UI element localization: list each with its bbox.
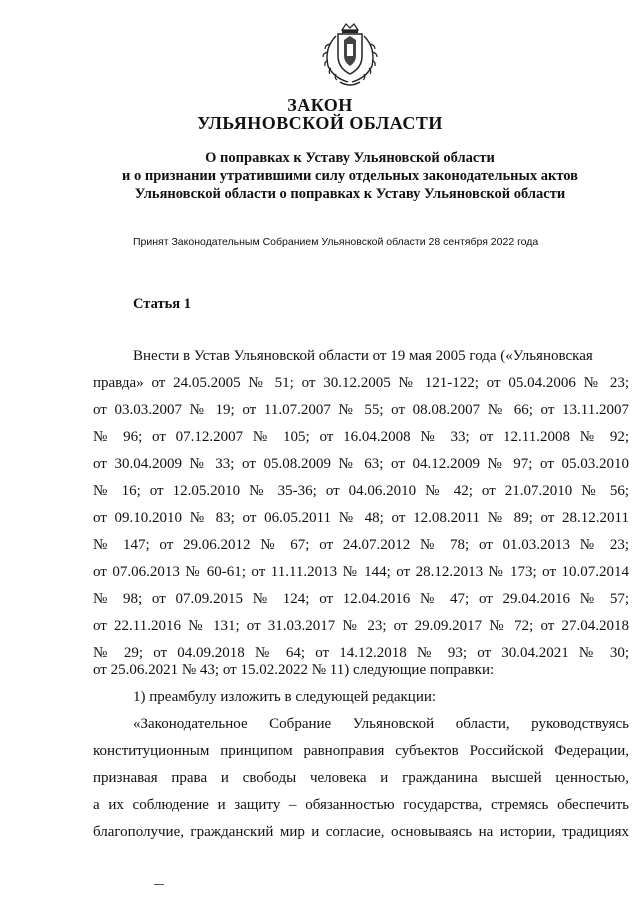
- adoption-note: Принят Законодательным Собранием Ульяновской области 28 сентября 2022 года: [133, 236, 539, 248]
- body-line-5: от 30.04.2009 № 33; от 05.08.2009 № 63; от 04.12.2009 № 97; от 05.03.2010: [93, 456, 629, 472]
- body-line-6: № 16; от 12.05.2010 № 35-36; от 04.06.2010 № 42; от 21.07.2010 № 56;: [93, 483, 629, 499]
- article-heading: Статья 1: [133, 296, 191, 312]
- body-line-2: правда» от 24.05.2005 № 51; от 30.12.2005 № 121-122; от 05.04.2006 № 23;: [93, 375, 629, 391]
- law-title-line-3: Ульяновской области о поправках к Уставу Ульяновской области: [134, 186, 566, 202]
- body-line-8: № 147; от 29.06.2012 № 67; от 24.07.2012 № 78; от 01.03.2013 № 23;: [93, 537, 629, 553]
- body-line-3: от 03.03.2007 № 19; от 11.07.2007 № 55; от 08.08.2007 № 66; от 13.11.2007: [93, 402, 629, 418]
- body-line-18: а их соблюдение и защиту – обязанностью государства, стремясь обеспечить: [93, 797, 629, 813]
- body-line-14: 1) преамбулу изложить в следующей редакции:: [133, 689, 437, 705]
- body-line-9: от 07.06.2013 № 60-61; от 11.11.2013 № 144; от 28.12.2013 № 173; от 10.07.2014: [93, 564, 629, 580]
- body-line-4: № 96; от 07.12.2007 № 105; от 16.04.2008 № 33; от 12.11.2008 № 92;: [93, 429, 629, 445]
- coat-of-arms-icon: [318, 22, 382, 90]
- body-line-16: конституционным принципом равноправия субъектов Российской Федерации,: [93, 743, 629, 759]
- body-line-10: № 98; от 07.09.2015 № 124; от 12.04.2016 № 47; от 29.04.2016 № 57;: [93, 591, 629, 607]
- body-line-17: признавая права и свободы человека и гражданина высшей ценностью,: [93, 770, 629, 786]
- law-title-line-1: О поправках к Уставу Ульяновской области: [205, 150, 495, 166]
- body-line-13: от 25.06.2021 № 43; от 15.02.2022 № 11) следующие поправки:: [93, 662, 495, 678]
- scan-mark: [154, 884, 164, 885]
- body-line-15: «Законодательное Собрание Ульяновской области, руководствуясь: [133, 716, 629, 732]
- region-name: УЛЬЯНОВСКОЙ ОБЛАСТИ: [197, 113, 443, 133]
- law-title-line-2: и о признании утратившими силу отдельных законодательных актов: [122, 168, 578, 184]
- document-type: ЗАКОН: [287, 95, 353, 115]
- body-line-1: Внести в Устав Ульяновской области от 19 мая 2005 года («Ульяновская: [133, 348, 593, 364]
- body-line-19: благополучие, гражданский мир и согласие, основываясь на истории, традициях: [93, 824, 629, 840]
- body-line-7: от 09.10.2010 № 83; от 06.05.2011 № 48; от 12.08.2011 № 89; от 28.12.2011: [93, 510, 629, 526]
- body-line-12: № 29; от 04.09.2018 № 64; от 14.12.2018 № 93; от 30.04.2021 № 30;: [93, 645, 629, 661]
- body-line-11: от 22.11.2016 № 131; от 31.03.2017 № 23; от 29.09.2017 № 72; от 27.04.2018: [93, 618, 629, 634]
